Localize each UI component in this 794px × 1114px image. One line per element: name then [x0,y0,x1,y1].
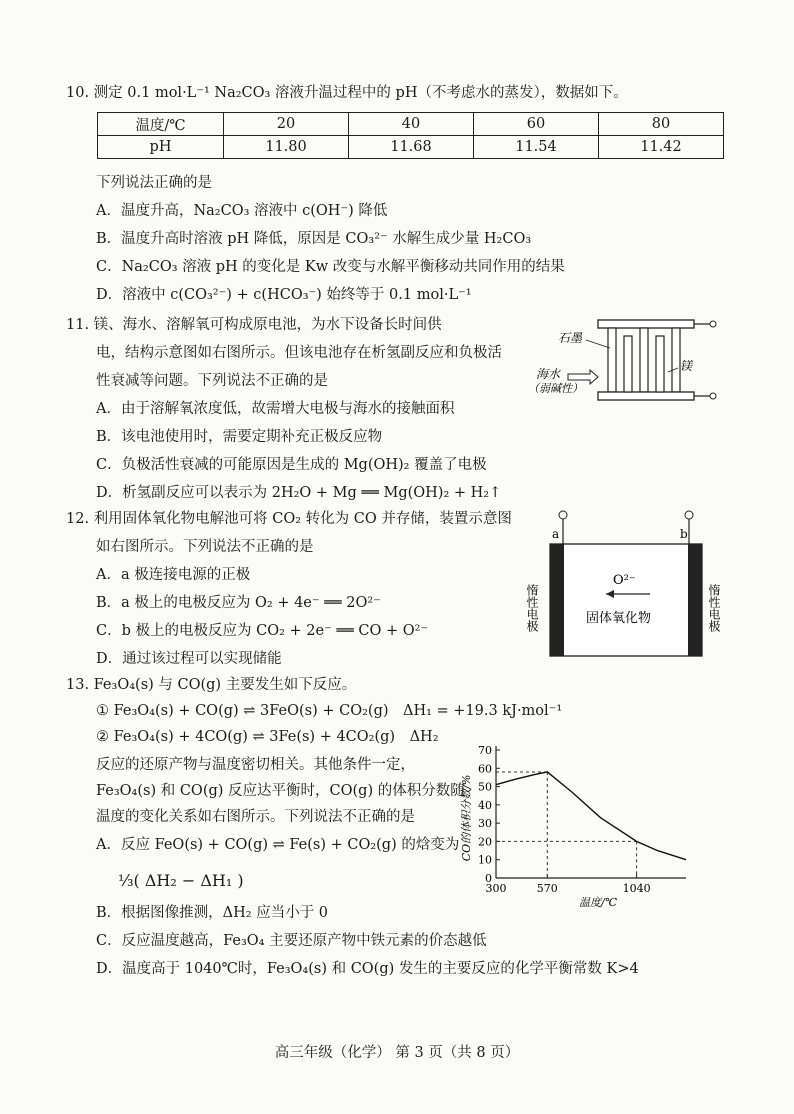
terminal-top [710,321,716,327]
table-cell: 11.42 [599,136,724,159]
label-seawater: 海水 [536,367,561,381]
q13-option-b[interactable]: B．根据图像推测，ΔH₂ 应当小于 0 [96,905,329,921]
terminal-bottom [710,393,716,399]
q13-reaction-1: ① Fe₃O₄(s) + CO(g) ⇌ 3FeO(s) + CO₂(g) ΔH₁ = +19.3 kJ·mol⁻¹ [96,703,563,719]
q11-option-d[interactable]: D．析氢副反应可以表示为 2H₂O + Mg ══ Mg(OH)₂ + H₂↑ [96,485,502,501]
table-header-ph: pH [98,136,224,159]
label-inert-left: 惰性电极 [525,584,539,632]
x-tick-label: 570 [536,882,558,895]
q13-reaction-2: ② Fe₃O₄(s) + 4CO(g) ⇌ 3Fe(s) + 4CO₂(g) ΔH₂ [96,729,439,745]
y-tick-label: 70 [478,744,492,757]
table-cell: 80 [599,113,724,136]
q11-option-a[interactable]: A．由于溶解氧浓度低，故需增大电极与海水的接触面积 [96,401,455,417]
q11-option-b[interactable]: B．该电池使用时，需要定期补充正极反应物 [96,429,383,445]
graphite-finger [640,328,648,392]
q11-battery-figure [528,312,738,412]
table-header-temp: 温度/℃ [98,113,224,136]
y-tick-label: 20 [478,835,492,849]
electrode-a [550,544,564,656]
q11-option-c[interactable]: C．负极活性衰减的可能原因是生成的 Mg(OH)₂ 覆盖了电极 [96,457,487,473]
y-tick-label: 30 [478,817,492,831]
q10-option-b[interactable]: B．温度升高时溶液 pH 降低，原因是 CO₃²⁻ 水解生成少量 H₂CO₃ [96,231,532,247]
q10-prompt: 下列说法正确的是 [96,175,212,191]
q13-stem: 13. Fe₃O₄(s) 与 CO(g) 主要发生如下反应。 [66,677,357,693]
q12-option-c[interactable]: C．b 极上的电极反应为 CO₂ + 2e⁻ ══ CO + O²⁻ [96,623,429,639]
q10-option-c[interactable]: C．Na₂CO₃ 溶液 pH 的变化是 Kw 改变与水解平衡移动共同作用的结果 [96,259,565,275]
table-cell: 40 [349,113,474,136]
terminal-b [685,511,693,519]
q12-stem-line-1: 12. 利用固体氧化物电解池可将 CO₂ 转化为 CO 并存储，装置示意图 [66,511,512,527]
chart-ticks [478,744,651,895]
x-tick-label: 1040 [622,882,651,895]
label-weak-alkaline: （弱碱性） [528,382,583,395]
y-tick-label: 0 [485,872,492,885]
q10-stem: 10. 测定 0.1 mol·L⁻¹ Na₂CO₃ 溶液升温过程中的 pH（不考虑水的蒸发），数据如下。 [66,85,628,101]
label-graphite: 石墨 [558,331,583,345]
graphite-top-plate [598,320,694,328]
table-cell: 20 [224,113,349,136]
label-mg: 镁 [680,359,693,373]
q10-option-a[interactable]: A．温度升高，Na₂CO₃ 溶液中 c(OH⁻) 降低 [96,203,388,219]
q13-body-line-1: 反应的还原产物与温度密切相关。其他条件一定， [96,757,415,773]
series-line [496,772,686,860]
table-cell: 11.54 [474,136,599,159]
chart-series [496,772,686,860]
q11-stem-line-2: 电，结构示意图如右图所示。但该电池存在析氢副反应和负极活 [96,345,502,361]
chart-xlabel: 温度/℃ [578,896,618,909]
label-a: a [552,527,560,541]
q12-electrolysis-figure [525,508,724,662]
solid-oxide-cell [550,544,702,656]
y-tick-label: 40 [478,798,492,812]
q13-body-line-2: Fe₃O₄(s) 和 CO(g) 反应达平衡时，CO(g) 的体积分数随 [96,783,465,799]
graphite-finger [608,328,616,392]
q10-option-d[interactable]: D．溶液中 c(CO₃²⁻) + c(HCO₃⁻) 始终等于 0.1 mol·L⁻¹ [96,287,472,303]
chart-axes [496,746,686,878]
q11-stem-line-3: 性衰减等问题。下列说法不正确的是 [96,373,328,389]
page-footer: 高三年级（化学） 第 3 页（共 8 页） [274,1045,520,1061]
q13-co-fraction-chart [458,738,708,910]
q11-stem-line-1: 11. 镁、海水、溶解氧可构成原电池，为水下设备长时间供 [66,317,442,333]
q13-body-line-3: 温度的变化关系如右图所示。下列说法不正确的是 [96,809,415,825]
mg-bottom-plate [598,392,694,400]
electrode-b [688,544,702,656]
y-tick-label: 60 [478,762,492,776]
table-row [98,113,724,136]
y-tick-label: 50 [478,780,492,794]
q12-option-d[interactable]: D．通过该过程可以实现储能 [96,651,282,667]
table-row [98,136,724,159]
mg-finger [656,336,664,392]
mg-finger [624,336,632,392]
graphite-finger [672,328,680,392]
terminal-a [559,511,567,519]
label-inert-right: 惰性电极 [707,584,721,632]
table-cell: 11.68 [349,136,474,159]
q12-option-b[interactable]: B．a 极上的电极反应为 O₂ + 4e⁻ ══ 2O²⁻ [96,595,381,611]
label-solid-oxide: 固体氧化物 [586,611,652,626]
q13-option-a[interactable]: A．反应 FeO(s) + CO(g) ⇌ Fe(s) + CO₂(g) 的焓变为 [96,837,460,853]
chart-ylabel: CO的体积分数/% [460,774,473,862]
y-tick-label: 10 [478,853,492,867]
label-b: b [680,527,688,541]
q10-table [97,112,724,159]
q12-option-a[interactable]: A．a 极连接电源的正极 [96,567,251,583]
table-cell: 60 [474,113,599,136]
q13-option-c[interactable]: C．反应温度越高，Fe₃O₄ 主要还原产物中铁元素的价态越低 [96,933,487,949]
table-cell: 11.80 [224,136,349,159]
label-o2-ion: O²⁻ [613,573,636,588]
q13-option-a-formula: ⅓( ΔH₂ − ΔH₁ ) [118,871,244,890]
q12-stem-line-2: 如右图所示。下列说法不正确的是 [96,539,314,555]
x-tick-label: 300 [485,882,507,895]
q13-option-d[interactable]: D．温度高于 1040℃时，Fe₃O₄(s) 和 CO(g) 发生的主要反应的化学平衡常数 K>4 [96,961,639,977]
